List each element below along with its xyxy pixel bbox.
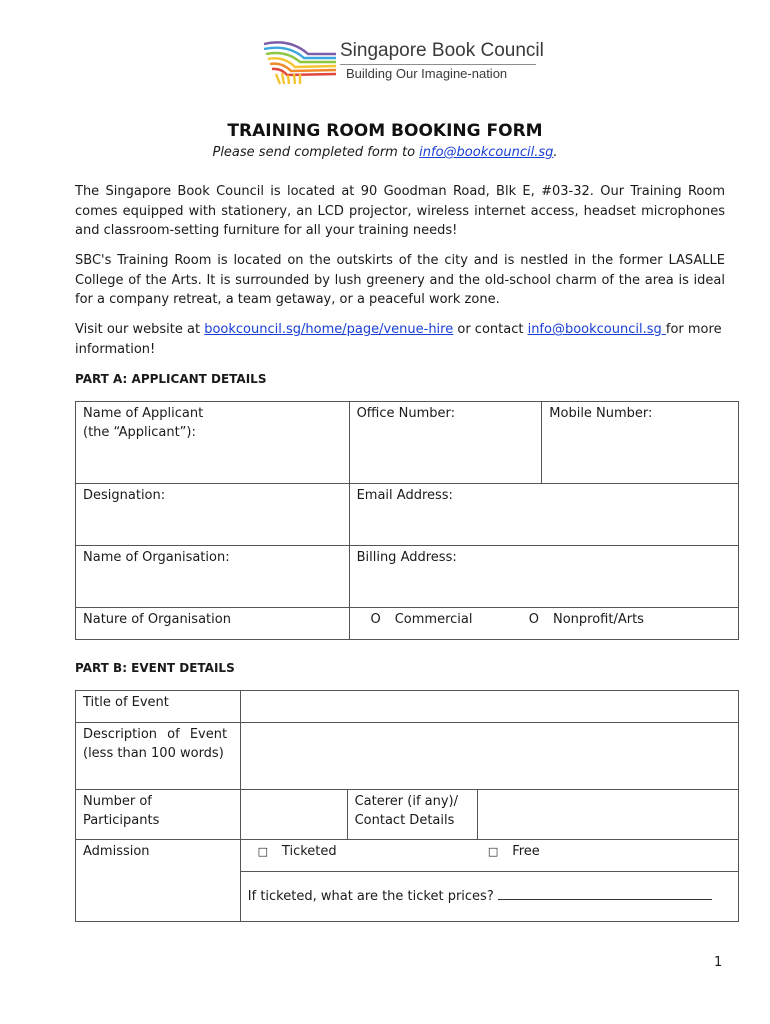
mobile-number-field[interactable] bbox=[542, 402, 739, 484]
free-option-label: Free bbox=[512, 844, 540, 859]
logo-title: Singapore Book Council bbox=[340, 40, 544, 61]
sbc-logo bbox=[262, 40, 552, 86]
subtitle-suffix: . bbox=[553, 145, 558, 160]
applicant-name-field[interactable] bbox=[76, 402, 350, 484]
applicant-details-table bbox=[75, 401, 739, 640]
organisation-name-field[interactable] bbox=[76, 546, 350, 608]
office-number-label: Office Number: bbox=[356, 406, 456, 421]
event-description-label-cell bbox=[76, 723, 241, 790]
contact-suffix: for more information! bbox=[75, 322, 722, 357]
contact-prefix: Visit our website at bbox=[75, 322, 205, 337]
caterer-label: Caterer (if any)/ bbox=[354, 794, 459, 809]
form-subtitle bbox=[0, 145, 770, 160]
caterer-input[interactable] bbox=[478, 790, 739, 840]
participants-input[interactable] bbox=[240, 790, 347, 840]
ticketed-option-label: Ticketed bbox=[281, 844, 337, 859]
event-title-label: Title of Event bbox=[83, 695, 169, 710]
applicant-name-label: Name of Applicant bbox=[83, 406, 204, 421]
nature-of-organisation-label: Nature of Organisation bbox=[83, 612, 231, 627]
subtitle-prefix: Please send completed form to bbox=[212, 145, 420, 160]
commercial-radio[interactable]: O bbox=[370, 612, 381, 627]
admission-label-cell bbox=[76, 840, 241, 922]
contact-email-link[interactable]: info@bookcouncil.sg bbox=[527, 322, 666, 337]
designation-label: Designation: bbox=[83, 488, 166, 503]
caterer-sublabel: Contact Details bbox=[354, 813, 455, 828]
admission-options-cell bbox=[240, 840, 738, 872]
ticket-prices-cell bbox=[240, 872, 738, 922]
office-number-field[interactable] bbox=[349, 402, 542, 484]
nonprofit-option-label: Nonprofit/Arts bbox=[553, 612, 644, 627]
event-details-table bbox=[75, 690, 739, 922]
logo-tagline: Building Our Imagine-nation bbox=[346, 66, 508, 81]
organisation-name-label: Name of Organisation: bbox=[83, 550, 230, 565]
ticket-prices-question: If ticketed, what are the ticket prices? bbox=[247, 889, 494, 904]
page-number: 1 bbox=[714, 955, 723, 970]
ticketed-checkbox[interactable]: □ bbox=[257, 845, 268, 858]
participants-label-cell bbox=[76, 790, 241, 840]
designation-field[interactable] bbox=[76, 484, 350, 546]
intro-paragraph-surroundings: SBC's Training Room is located on the outskirts of the city and is nestled in the former LASALLE College of the Arts. It is surrounded by lush greenery and the old-school charm of the area is ideal for a company retreat, a team getaway, or a peaceful work zone. bbox=[75, 253, 725, 307]
free-checkbox[interactable]: □ bbox=[487, 845, 499, 858]
nonprofit-radio[interactable]: O bbox=[528, 612, 539, 627]
intro-paragraph-contact bbox=[75, 320, 725, 359]
intro-paragraph-location: The Singapore Book Council is located at 90 Goodman Road, Blk E, #03-32. Our Training Room comes equipped with stationery, an LCD projector, wireless internet access, headset microphones and classroom-setting furniture for all your training needs! bbox=[75, 184, 725, 238]
website-link[interactable]: bookcouncil.sg/home/page/venue-hire bbox=[204, 322, 454, 337]
applicant-name-sublabel: (the “Applicant”): bbox=[83, 425, 196, 440]
part-b-heading: PART B: EVENT DETAILS bbox=[75, 661, 235, 675]
mobile-number-label: Mobile Number: bbox=[549, 406, 653, 421]
email-address-label: Email Address: bbox=[356, 488, 453, 503]
email-address-field[interactable] bbox=[349, 484, 738, 546]
billing-address-field[interactable] bbox=[349, 546, 738, 608]
nature-of-organisation-cell bbox=[76, 608, 350, 640]
event-title-input[interactable] bbox=[240, 691, 738, 723]
admission-label: Admission bbox=[83, 844, 150, 859]
form-title: TRAINING ROOM BOOKING FORM bbox=[227, 121, 543, 141]
participants-sublabel: Participants bbox=[83, 813, 160, 828]
email-link[interactable]: info@bookcouncil.sg bbox=[419, 145, 554, 160]
nature-options-cell bbox=[349, 608, 738, 640]
logo-divider bbox=[340, 64, 536, 65]
event-description-input[interactable] bbox=[240, 723, 738, 790]
caterer-label-cell bbox=[347, 790, 478, 840]
contact-middle: or contact bbox=[453, 322, 528, 337]
commercial-option-label: Commercial bbox=[394, 612, 473, 627]
event-title-label-cell bbox=[76, 691, 241, 723]
participants-label: Number of bbox=[83, 794, 152, 809]
billing-address-label: Billing Address: bbox=[356, 550, 457, 565]
event-description-sublabel: (less than 100 words) bbox=[83, 746, 224, 761]
part-a-heading: PART A: APPLICANT DETAILS bbox=[75, 372, 267, 386]
rainbow-logo-icon bbox=[262, 40, 336, 86]
ticket-prices-input-line[interactable] bbox=[498, 887, 712, 900]
event-description-label: Description of Event bbox=[83, 727, 228, 742]
